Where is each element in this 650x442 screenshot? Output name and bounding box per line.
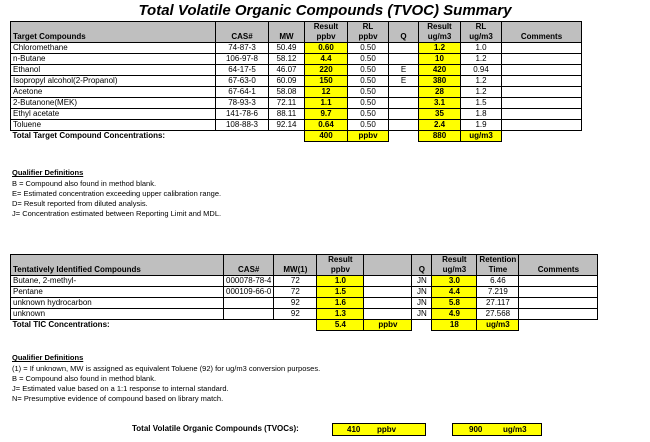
rl-ugm3: 1.2 [461,76,502,87]
tvoc-total-row [0,423,650,435]
result-ugm3: 4.4 [432,287,477,298]
retention-time: 7.219 [477,287,519,298]
rl-ugm3: 1.8 [461,109,502,120]
table-row [11,98,582,109]
result-ugm3: 10 [419,54,461,65]
comments-cell [502,87,582,98]
table-row [11,120,582,131]
compound-name: Isopropyl alcohol(2-Propanol) [11,76,216,87]
total-label: Total TIC Concentrations: [12,320,110,330]
cas-number: 108-88-3 [216,120,269,131]
cas-number: 67-64-1 [216,87,269,98]
qualifier [389,43,419,54]
cas-number: 78-93-3 [216,98,269,109]
table-header-row [11,255,598,276]
rl-ppbv: 0.50 [348,120,389,131]
header-blank [364,255,412,276]
header-cas: CAS# [224,255,274,276]
qualifier-heading: Qualifier Definitions [12,168,84,177]
result-ppbv: 1.6 [317,298,364,309]
result-ppbv: 4.4 [305,54,348,65]
total-ugm3-unit: ug/m3 [461,131,502,142]
result-ugm3: 3.0 [432,276,477,287]
table-header-row [11,22,582,43]
tvoc-ugm3-unit: ug/m3 [503,425,527,434]
result-ppbv: 1.1 [305,98,348,109]
result-ppbv: 1.5 [317,287,364,298]
cas-number: 106-97-8 [216,54,269,65]
rl-ugm3: 0.94 [461,65,502,76]
page-title: Total Volatile Organic Compounds (TVOC) Summary [138,2,512,19]
qualifier [389,54,419,65]
cas-number: 141-78-6 [216,109,269,120]
rl-ppbv: 0.50 [348,98,389,109]
retention-time: 27.568 [477,309,519,320]
result-ugm3: 4.9 [432,309,477,320]
rl-ugm3: 1.0 [461,43,502,54]
header-result-ugm3: Result ug/m3 [432,255,477,276]
compound-name: Ethanol [11,65,216,76]
comments-cell [502,120,582,131]
total-ppbv-unit: ppbv [348,131,389,142]
comments-cell [519,287,598,298]
qualifier: JN [412,298,432,309]
total-ppbv: 5.4 [317,320,364,331]
compound-name: 2-Butanone(MEK) [11,98,216,109]
rl-ppbv: 0.50 [348,43,389,54]
qualifier: JN [412,287,432,298]
table-row [11,309,598,320]
qualifier-line: J= Concentration estimated between Reporting Limit and MDL. [12,209,222,218]
cas-number: 74-87-3 [216,43,269,54]
molecular-weight: 92.14 [269,120,305,131]
compound-name: Pentane [11,287,224,298]
rl-ugm3: 1.9 [461,120,502,131]
tvoc-ppbv-box [332,423,426,436]
qualifier [389,87,419,98]
cas-number: 67-63-0 [216,76,269,87]
header-q: Q [389,22,419,43]
molecular-weight: 92 [274,298,317,309]
header-comments: Comments [519,255,598,276]
result-ugm3: 1.2 [419,43,461,54]
table-row [11,298,598,309]
cas-number [224,298,274,309]
comments-cell [502,65,582,76]
rl-ugm3: 1.2 [461,87,502,98]
tic-table [10,254,598,331]
tvoc-ugm3-box [452,423,542,436]
molecular-weight: 72.11 [269,98,305,109]
result-ppbv: 12 [305,87,348,98]
qualifier-line: B = Compound also found in method blank. [12,179,157,188]
total-ugm3-unit: ug/m3 [477,320,519,331]
table-row [11,76,582,87]
qualifier-line: (1) = If unknown, MW is assigned as equivalent Toluene (92) for ug/m3 conversion purposes. [12,364,321,373]
table-row [11,109,582,120]
total-ppbv: 400 [305,131,348,142]
comments-cell [502,43,582,54]
tvoc-ppbv-unit: ppbv [377,425,397,434]
result-ugm3: 2.4 [419,120,461,131]
result-ppbv: 220 [305,65,348,76]
total-row [11,320,598,331]
header-cas: CAS# [216,22,269,43]
molecular-weight: 72 [274,287,317,298]
rl-ppbv: 0.50 [348,65,389,76]
comments-cell [502,109,582,120]
qualifier-heading: Qualifier Definitions [12,353,84,362]
qualifier-line: E= Estimated concentration exceeding upper calibration range. [12,189,222,198]
qualifier [389,109,419,120]
rl-ppbv: 0.50 [348,109,389,120]
retention-time: 6.46 [477,276,519,287]
comments-cell [519,276,598,287]
qualifier [389,98,419,109]
result-ugm3: 3.1 [419,98,461,109]
result-ppbv: 1.0 [317,276,364,287]
result-ugm3: 35 [419,109,461,120]
result-ppbv: 9.7 [305,109,348,120]
compound-name: Acetone [11,87,216,98]
compound-name: unknown [11,309,224,320]
molecular-weight: 60.09 [269,76,305,87]
comments-cell [502,54,582,65]
compound-name: Toluene [11,120,216,131]
molecular-weight: 92 [274,309,317,320]
table-row [11,54,582,65]
molecular-weight: 88.11 [269,109,305,120]
header-compound: Target Compounds [11,22,216,43]
qualifier: E [389,65,419,76]
result-ppbv: 150 [305,76,348,87]
table-row [11,287,598,298]
rl-ugm3: 1.2 [461,54,502,65]
qualifier-line: N= Presumptive evidence of compound based on library match. [12,394,224,403]
molecular-weight: 72 [274,276,317,287]
table-row [11,276,598,287]
comments-cell [519,298,598,309]
header-q: Q [412,255,432,276]
cas-number [224,309,274,320]
rl-ppbv: 0.50 [348,54,389,65]
rl-ppbv: 0.50 [348,76,389,87]
result-ugm3: 5.8 [432,298,477,309]
table-row [11,43,582,54]
rl-ppbv: 0.50 [348,87,389,98]
molecular-weight: 58.08 [269,87,305,98]
qualifier-line: J= Estimated value based on a 1:1 response to internal standard. [12,384,229,393]
qualifier [389,120,419,131]
total-ugm3: 18 [432,320,477,331]
header-rl-ugm3: RL ug/m3 [461,22,502,43]
compound-name: Chloromethane [11,43,216,54]
molecular-weight: 50.49 [269,43,305,54]
result-ppbv: 0.64 [305,120,348,131]
header-mw: MW [269,22,305,43]
result-ugm3: 380 [419,76,461,87]
header-mw: MW(1) [274,255,317,276]
compound-name: Butane, 2-methyl- [11,276,224,287]
cas-number: 000078-78-4 [224,276,274,287]
compound-name: Ethyl acetate [11,109,216,120]
table-row [11,65,582,76]
tvoc-label: Total Volatile Organic Compounds (TVOCs): [132,424,299,433]
qualifier-definitions [12,353,320,404]
tvoc-ppbv: 410 [347,425,361,434]
header-retention-time: Retention Time [477,255,519,276]
retention-time: 27.117 [477,298,519,309]
total-ppbv-unit: ppbv [364,320,412,331]
qualifier: JN [412,276,432,287]
comments-cell [502,76,582,87]
comments-cell [502,98,582,109]
result-ugm3: 420 [419,65,461,76]
molecular-weight: 58.12 [269,54,305,65]
rl-ugm3: 1.5 [461,98,502,109]
total-row [11,131,582,142]
compound-name: unknown hydrocarbon [11,298,224,309]
total-label: Total Target Compound Concentrations: [12,131,166,141]
qualifier-definitions [12,168,221,219]
qualifier: E [389,76,419,87]
table-row [11,87,582,98]
result-ppbv: 0.60 [305,43,348,54]
cas-number: 64-17-5 [216,65,269,76]
total-ugm3: 880 [419,131,461,142]
result-ppbv: 1.3 [317,309,364,320]
header-result-ugm3: Result ug/m3 [419,22,461,43]
target-compounds-table [10,21,582,142]
molecular-weight: 46.07 [269,65,305,76]
header-compound: Tentatively Identified Compounds [11,255,224,276]
cas-number: 000109-66-0 [224,287,274,298]
header-result-ppbv: Result ppbv [305,22,348,43]
header-result-ppbv: Result ppbv [317,255,364,276]
qualifier-line: D= Result reported from diluted analysis. [12,199,148,208]
result-ugm3: 28 [419,87,461,98]
compound-name: n-Butane [11,54,216,65]
comments-cell [519,309,598,320]
header-rl-ppbv: RL ppbv [348,22,389,43]
header-comments: Comments [502,22,582,43]
qualifier: JN [412,309,432,320]
qualifier-line: B = Compound also found in method blank. [12,374,157,383]
tvoc-ugm3: 900 [469,425,483,434]
